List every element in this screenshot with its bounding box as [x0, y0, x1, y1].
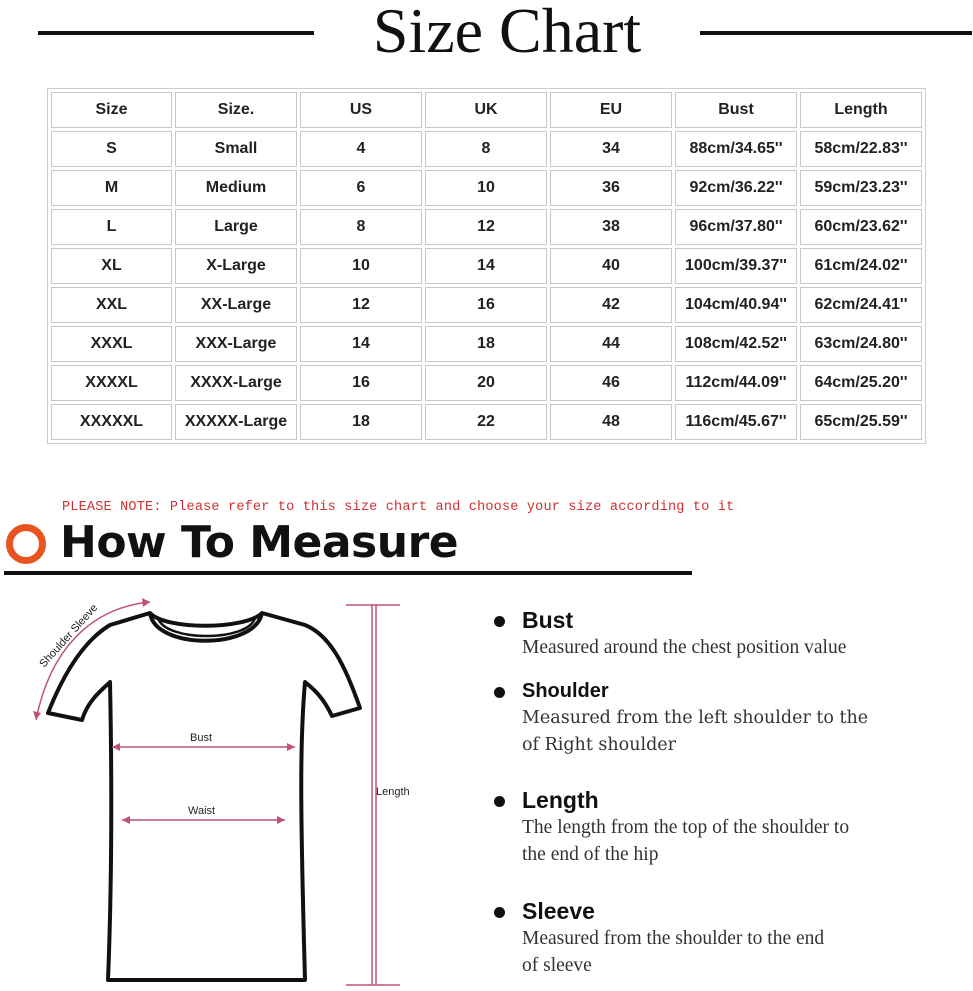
item-description-line: The length from the top of the shoulder to [522, 817, 850, 838]
table-cell: 14 [300, 326, 422, 362]
item-heading: Bust [522, 607, 574, 633]
table-cell: XXXXXL [51, 404, 172, 440]
table-cell: XL [51, 248, 172, 284]
title-rule-left [38, 31, 314, 35]
table-cell: 48 [550, 404, 672, 440]
table-cell: 18 [425, 326, 547, 362]
table-cell: 4 [300, 131, 422, 167]
table-cell: 64cm/25.20'' [800, 365, 922, 401]
table-cell: XXL [51, 287, 172, 323]
bullet-icon [494, 796, 505, 807]
table-row-1 [51, 170, 922, 206]
measure-item-sleeve [494, 897, 954, 979]
table-cell: 10 [300, 248, 422, 284]
table-cell: XXXXL [51, 365, 172, 401]
how-to-measure-title: How To Measure [60, 517, 459, 568]
table-cell: 16 [300, 365, 422, 401]
table-cell: 6 [300, 170, 422, 206]
table-cell: XXX-Large [175, 326, 297, 362]
item-heading: Shoulder [522, 680, 609, 702]
table-cell: Medium [175, 170, 297, 206]
item-description-line: Measured from the shoulder to the end [522, 928, 825, 949]
how-to-measure-rule [4, 571, 692, 575]
table-cell: XXXX-Large [175, 365, 297, 401]
table-cell: 16 [425, 287, 547, 323]
column-header: UK [425, 92, 547, 128]
table-cell: M [51, 170, 172, 206]
item-description-line: of Right shoulder [522, 735, 676, 755]
table-cell: 104cm/40.94'' [675, 287, 797, 323]
table-cell: 38 [550, 209, 672, 245]
table-cell: 20 [425, 365, 547, 401]
table-cell: 46 [550, 365, 672, 401]
table-cell: 14 [425, 248, 547, 284]
size-chart-header [0, 0, 973, 66]
table-cell: S [51, 131, 172, 167]
bust-label: Bust [190, 732, 213, 744]
table-cell: 96cm/37.80'' [675, 209, 797, 245]
table-cell: 112cm/44.09'' [675, 365, 797, 401]
waist-label: Waist [188, 805, 216, 817]
column-header: Length [800, 92, 922, 128]
table-cell: XXXXX-Large [175, 404, 297, 440]
table-cell: 65cm/25.59'' [800, 404, 922, 440]
table-cell: XX-Large [175, 287, 297, 323]
table-cell: 92cm/36.22'' [675, 170, 797, 206]
table-row-6 [51, 365, 922, 401]
table-cell: Large [175, 209, 297, 245]
item-description-line: of sleeve [522, 955, 592, 976]
table-cell: 61cm/24.02'' [800, 248, 922, 284]
table-row-7 [51, 404, 922, 440]
tshirt-measurement-diagram [0, 580, 470, 991]
column-header: Size [51, 92, 172, 128]
table-row-3 [51, 248, 922, 284]
item-description-line: Measured from the left shoulder to the [522, 708, 869, 728]
table-cell: 22 [425, 404, 547, 440]
table-row-0 [51, 131, 922, 167]
table-cell: 116cm/45.67'' [675, 404, 797, 440]
title-rule-right [700, 31, 972, 35]
table-cell: 62cm/24.41'' [800, 287, 922, 323]
item-heading: Length [522, 787, 599, 813]
column-header: Bust [675, 92, 797, 128]
table-cell: XXXL [51, 326, 172, 362]
table-cell: 60cm/23.62'' [800, 209, 922, 245]
table-cell: 34 [550, 131, 672, 167]
table-cell: L [51, 209, 172, 245]
column-header: Size. [175, 92, 297, 128]
shoulder-sleeve-label: Shoulder Sleeve [37, 601, 101, 671]
table-cell: 108cm/42.52'' [675, 326, 797, 362]
bullet-icon [494, 687, 505, 698]
bullet-icon [494, 616, 505, 627]
table-cell: 8 [300, 209, 422, 245]
item-description-line: the end of the hip [522, 844, 659, 865]
table-cell: 63cm/24.80'' [800, 326, 922, 362]
table-cell: 40 [550, 248, 672, 284]
table-cell: 58cm/22.83'' [800, 131, 922, 167]
tshirt-outline-icon [48, 613, 360, 980]
table-cell: 12 [300, 287, 422, 323]
table-cell: 88cm/34.65'' [675, 131, 797, 167]
table-row-4 [51, 287, 922, 323]
item-heading: Sleeve [522, 898, 595, 924]
ring-icon [6, 524, 46, 564]
table-cell: 12 [425, 209, 547, 245]
header-row [51, 92, 922, 128]
measure-item-bust [494, 606, 954, 661]
table-cell: Small [175, 131, 297, 167]
table-cell: 36 [550, 170, 672, 206]
table-cell: 100cm/39.37'' [675, 248, 797, 284]
table-row-2 [51, 209, 922, 245]
column-header: EU [550, 92, 672, 128]
item-description: Measured around the chest position value [522, 637, 847, 658]
please-note: PLEASE NOTE: Please refer to this size chart and choose your size according to it [62, 500, 735, 515]
table-row-5 [51, 326, 922, 362]
bullet-icon [494, 907, 505, 918]
measure-item-length [494, 786, 954, 868]
table-cell: 10 [425, 170, 547, 206]
length-label: Length [376, 786, 410, 798]
column-header: US [300, 92, 422, 128]
size-table [47, 88, 926, 444]
table-cell: 18 [300, 404, 422, 440]
table-cell: 42 [550, 287, 672, 323]
table-cell: 8 [425, 131, 547, 167]
page-title: Size Chart [372, 0, 642, 66]
table-cell: X-Large [175, 248, 297, 284]
table-cell: 44 [550, 326, 672, 362]
arrowhead-top [142, 598, 150, 607]
measure-item-shoulder [494, 677, 954, 759]
table-cell: 59cm/23.23'' [800, 170, 922, 206]
